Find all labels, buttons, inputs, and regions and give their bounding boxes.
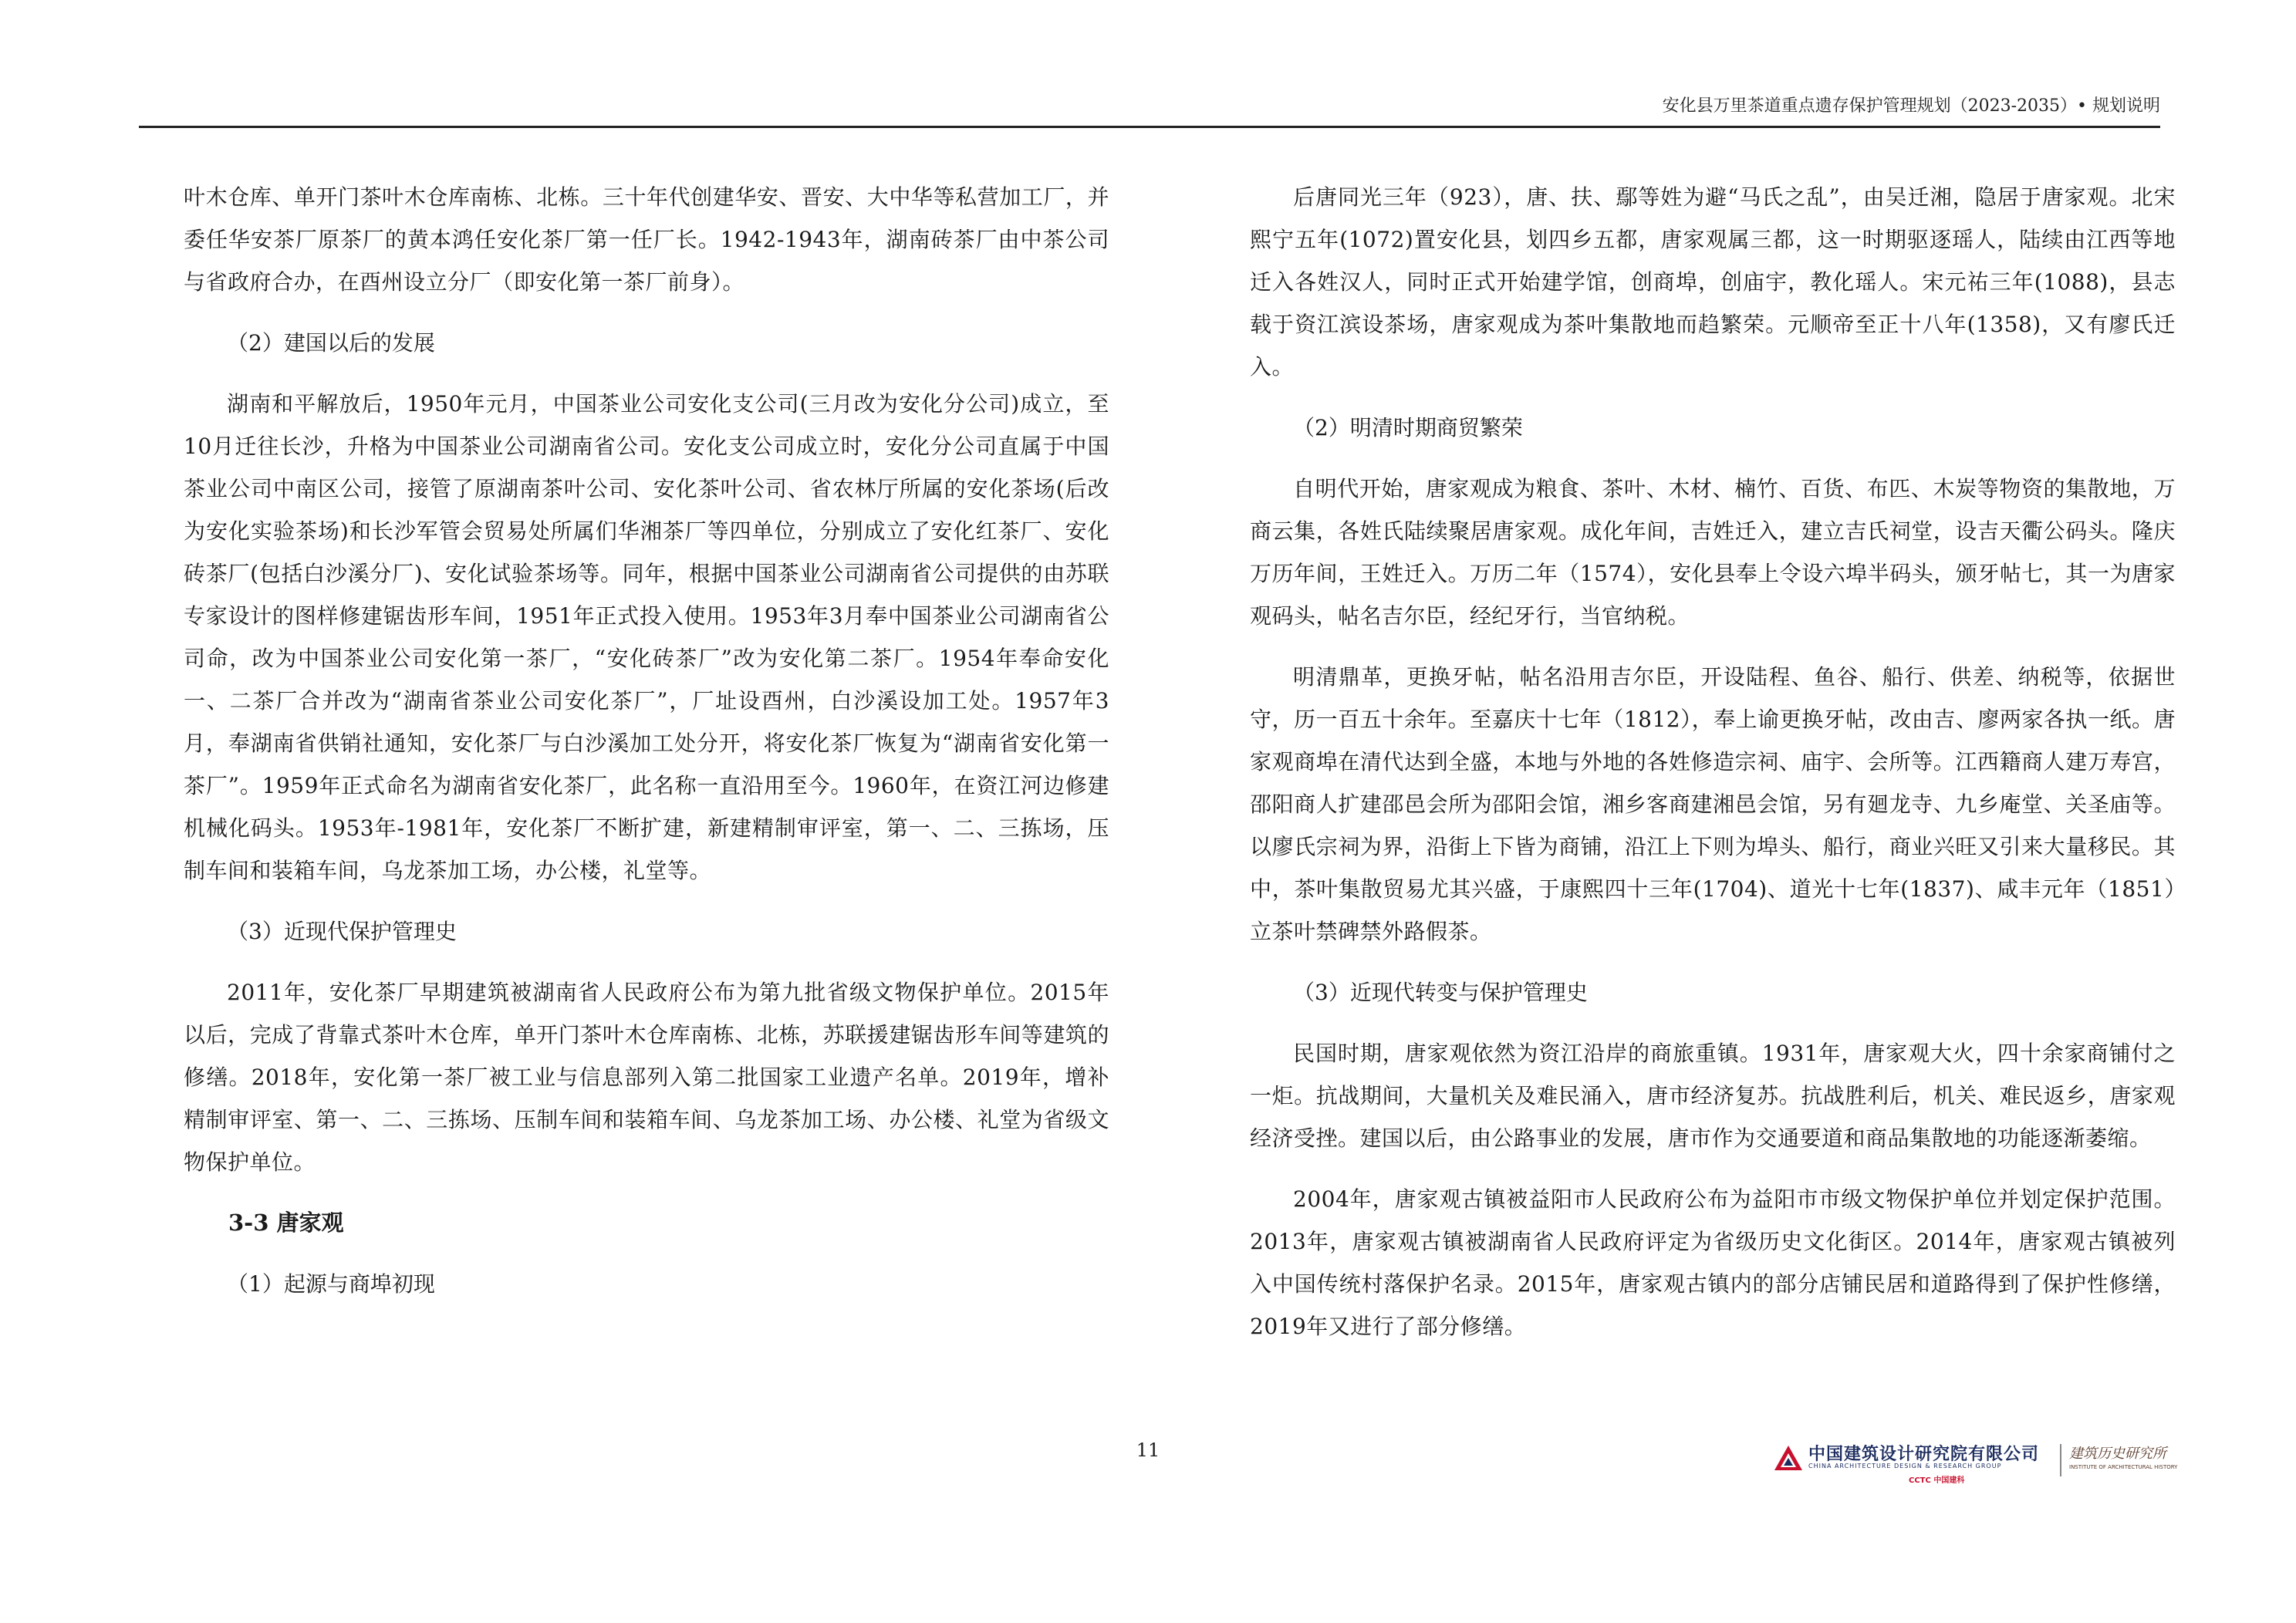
page-number: 11 [1136, 1439, 1160, 1461]
org-name-cn: 中国建筑设计研究院有限公司 [1808, 1445, 2040, 1464]
page-header: 安化县万里茶道重点遗存保护管理规划（2023-2035）• 规划说明 [1662, 96, 2160, 116]
left-column [184, 176, 1109, 1324]
publisher-logo [1773, 1441, 2178, 1487]
body-paragraph: 叶木仓库、单开门茶叶木仓库南栋、北栋。三十年代创建华安、晋安、大中华等私营加工厂，并委任华安茶厂原茶厂的黄本鸿任安化茶厂第一任厂长。1942-1943年，湖南砖茶厂由中茶公司与省政府合办，在酉州设立分厂（即安化第一茶厂前身）。 [184, 184, 1109, 295]
institute-name-en: INSTITUTE OF ARCHITECTURAL HISTORY [2069, 1464, 2178, 1470]
subsection-heading: （3）近现代转变与保护管理史 [1293, 980, 1588, 1005]
body-paragraph: 后唐同光三年（923），唐、扶、鄢等姓为避“马氏之乱”，由吴迁湘，隐居于唐家观。北宋熙宁五年(1072)置安化县，划四乡五都，唐家观属三都，这一时期驱逐瑶人，陆续由江西等地迁入各姓汉人，同时正式开始建学馆，创商埠，创庙宇，教化瑶人。宋元祐三年(1088)，县志载于资江滨设茶场，唐家观成为茶叶集散地而趋繁荣。元顺帝至正十八年(1358)，又有廖氏迁入。 [1250, 184, 2176, 380]
right-column [1250, 176, 2176, 1366]
body-paragraph: 2011年，安化茶厂早期建筑被湖南省人民政府公布为第九批省级文物保护单位。2015年以后，完成了背靠式茶叶木仓库，单开门茶叶木仓库南栋、北栋，苏联援建锯齿形车间等建筑的修缮。2018年，安化第一茶厂被工业与信息部列入第二批国家工业遗产名单。2019年，增补精制审评室、第一、二、三拣场、压制车间和装箱车间、乌龙茶加工场、办公楼、礼堂为省级文物保护单位。 [184, 980, 1109, 1175]
institute-name-cn: 建筑历史研究所 [2069, 1446, 2166, 1462]
body-paragraph: 2004年，唐家观古镇被益阳市人民政府公布为益阳市市级文物保护单位并划定保护范围。2013年，唐家观古镇被湖南省人民政府评定为省级历史文化街区。2014年，唐家观古镇被列入中国传统村落保护名录。2015年，唐家观古镇内的部分店铺民居和道路得到了保护性修缮，2019年又进行了部分修缮。 [1250, 1186, 2176, 1339]
section-heading: 3-3 唐家观 [228, 1210, 344, 1236]
body-paragraph: 民国时期，唐家观依然为资江沿岸的商旅重镇。1931年，唐家观大火，四十余家商铺付之一炬。抗战期间，大量机关及难民涌入，唐市经济复苏。抗战胜利后，机关、难民返乡，唐家观经济受挫。建国以后，由公路事业的发展，唐市作为交通要道和商品集散地的功能逐渐萎缩。 [1250, 1041, 2176, 1151]
body-paragraph: 自明代开始，唐家观成为粮食、茶叶、木材、楠竹、百货、布匹、木炭等物资的集散地，万商云集，各姓氏陆续聚居唐家观。成化年间，吉姓迁入，建立吉氏祠堂，设吉天衢公码头。隆庆万历年间，王姓迁入。万历二年（1574），安化县奉上令设六埠半码头，颁牙帖七，其一为唐家观码头，帖名吉尔臣，经纪牙行，当官纳税。 [1250, 476, 2176, 629]
subsection-heading: （1）起源与商埠初现 [227, 1271, 435, 1297]
body-paragraph: 明清鼎革，更换牙帖，帖名沿用吉尔臣，开设陆程、鱼谷、船行、供差、纳税等，依据世守，历一百五十余年。至嘉庆十七年（1812），奉上谕更换牙帖，改由吉、廖两家各执一纸。唐家观商埠在清代达到全盛，本地与外地的各姓修造宗祠、庙宇、会所等。江西籍商人建万寿宫，邵阳商人扩建邵邑会所为邵阳会馆，湘乡客商建湘邑会馆，另有廻龙寺、九乡庵堂、关圣庙等。以廖氏宗祠为界，沿街上下皆为商铺，沿江上下则为埠头、船行，商业兴旺又引来大量移民。其中，茶叶集散贸易尤其兴盛，于康熙四十三年(1704)、道光十七年(1837)、咸丰元年（1851）立茶叶禁碑禁外路假茶。 [1250, 664, 2176, 944]
header-divider [139, 126, 2160, 128]
org-subbrand: CCTC 中国建科 [1909, 1476, 1965, 1485]
org-name-en: CHINA ARCHITECTURE DESIGN & RESEARCH GROUP [1808, 1463, 2002, 1469]
subsection-heading: （3）近现代保护管理史 [227, 919, 457, 944]
subsection-heading: （2）明清时期商贸繁荣 [1293, 415, 1523, 440]
logo-divider [2060, 1444, 2061, 1476]
body-paragraph: 湖南和平解放后，1950年元月，中国茶业公司安化支公司(三月改为安化分公司)成立，至10月迁往长沙，升格为中国茶业公司湖南省公司。安化支公司成立时，安化分公司直属于中国茶业公司中南区公司，接管了原湖南茶叶公司、安化茶叶公司、省农林厅所属的安化茶场(后改为安化实验茶场)和长沙军管会贸易处所属们华湘茶厂等四单位，分别成立了安化红茶厂、安化砖茶厂(包括白沙溪分厂)、安化试验茶场等。同年，根据中国茶业公司湖南省公司提供的由苏联专家设计的图样修建锯齿形车间，1951年正式投入使用。1953年3月奉中国茶业公司湖南省公司命，改为中国茶业公司安化第一茶厂，“安化砖茶厂”改为安化第二茶厂。1954年奉命安化一、二茶厂合并改为“湖南省茶业公司安化茶厂”，厂址设酉州，白沙溪设加工处。1957年3月，奉湖南省供销社通知，安化茶厂与白沙溪加工处分开，将安化茶厂恢复为“湖南省安化第一茶厂”。1959年正式命名为湖南省安化茶厂，此名称一直沿用至今。1960年，在资江河边修建机械化码头。1953年-1981年，安化茶厂不断扩建，新建精制审评室，第一、二、三拣场，压制车间和装箱车间，乌龙茶加工场，办公楼，礼堂等。 [184, 391, 1109, 883]
triangle-logo-icon [1773, 1444, 1804, 1472]
subsection-heading: （2）建国以后的发展 [227, 330, 435, 356]
